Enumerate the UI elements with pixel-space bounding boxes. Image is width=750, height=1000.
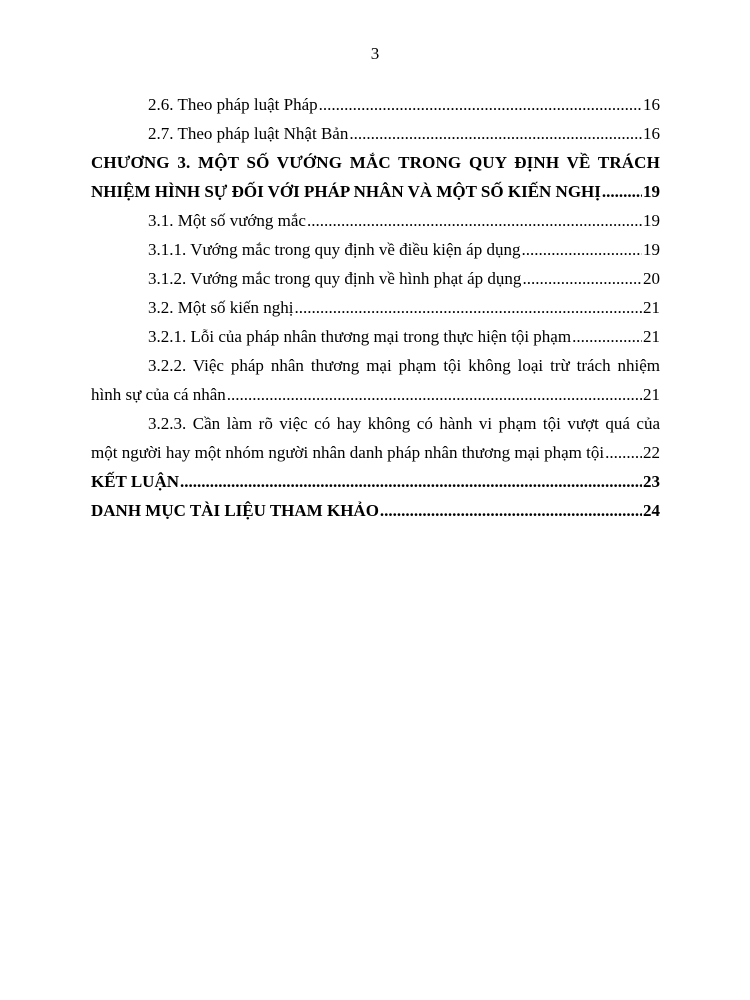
toc-entry-3-2-1[interactable]	[91, 322, 660, 351]
toc-entry-label: 3.2. Một số kiến nghị	[148, 298, 294, 317]
toc-entry-3-1-1[interactable]	[91, 235, 660, 264]
toc-entry-label: 2.7. Theo pháp luật Nhật Bản	[148, 124, 349, 143]
toc-entry-label: 3.1.2. Vướng mắc trong quy định về hình phạt áp dụng	[148, 269, 522, 288]
toc-entry-page: 23	[643, 472, 660, 491]
toc-entry-label: KẾT LUẬN	[91, 472, 180, 491]
toc-entry-page: 21	[643, 298, 660, 317]
toc-entry-page: 20	[643, 269, 660, 288]
toc-entry-line-1: 3.2.3. Cần làm rõ việc có hay không có hành vi phạm tội vượt quá của	[148, 414, 660, 433]
toc-entry-page: 16	[643, 95, 660, 114]
toc-entry-page: 19	[643, 211, 660, 230]
toc-entry-3-1[interactable]	[91, 206, 660, 235]
leader-dots	[294, 293, 642, 322]
toc-entry-line-2: một người hay một nhóm người nhân danh pháp nhân thương mại phạm tội	[91, 443, 605, 462]
leader-dots	[380, 496, 642, 525]
toc-entry-page: 19	[643, 240, 660, 259]
leader-dots	[522, 264, 642, 293]
toc-entry-label: 2.6. Theo pháp luật Pháp	[148, 95, 318, 114]
toc-entry-line-2-row	[91, 438, 660, 467]
toc-entry-line-1: 3.2.2. Việc pháp nhân thương mại phạm tội không loại trừ trách nhiệm	[148, 356, 660, 375]
leader-dots	[521, 235, 642, 264]
table-of-contents	[91, 90, 660, 525]
toc-entry-page: 24	[643, 501, 660, 520]
leader-dots	[227, 380, 642, 409]
toc-entry-3-1-2[interactable]	[91, 264, 660, 293]
toc-entry-label: 3.2.1. Lỗi của pháp nhân thương mại trong thực hiện tội phạm	[148, 327, 572, 346]
toc-entry-page: 21	[643, 385, 660, 404]
toc-entry-label: 3.1.1. Vướng mắc trong quy định về điều kiện áp dụng	[148, 240, 521, 259]
toc-entry-2-7[interactable]	[91, 119, 660, 148]
leader-dots	[602, 177, 642, 206]
toc-entry-references[interactable]	[91, 496, 660, 525]
leader-dots	[572, 322, 642, 351]
toc-entry-page: 22	[643, 443, 660, 462]
chapter-title-line-1: CHƯƠNG 3. MỘT SỐ VƯỚNG MẮC TRONG QUY ĐỊNH VỀ TRÁCH	[91, 153, 660, 172]
toc-entry-3-2-2[interactable]	[91, 351, 660, 409]
toc-entry-page: 19	[643, 182, 660, 201]
toc-entry-3-2[interactable]	[91, 293, 660, 322]
toc-entry-line-2: hình sự của cá nhân	[91, 385, 226, 404]
toc-entry-page: 16	[643, 124, 660, 143]
chapter-title-line-2-row	[91, 177, 660, 206]
toc-entry-label: 3.1. Một số vướng mắc	[148, 211, 306, 230]
leader-dots	[307, 206, 642, 235]
toc-entry-3-2-3[interactable]	[91, 409, 660, 467]
toc-entry-label: DANH MỤC TÀI LIỆU THAM KHẢO	[91, 501, 379, 520]
leader-dots	[605, 438, 642, 467]
toc-entry-conclusion[interactable]	[91, 467, 660, 496]
leader-dots	[180, 467, 642, 496]
leader-dots	[319, 90, 642, 119]
page-number: 3	[370, 44, 380, 63]
chapter-title-line-2: NHIỆM HÌNH SỰ ĐỐI VỚI PHÁP NHÂN VÀ MỘT SỐ KIẾN NGHỊ	[91, 182, 601, 201]
toc-entry-2-6[interactable]	[91, 90, 660, 119]
toc-entry-page: 21	[643, 327, 660, 346]
toc-entry-chapter-3[interactable]	[91, 148, 660, 206]
toc-entry-line-2-row	[91, 380, 660, 409]
leader-dots	[349, 119, 642, 148]
